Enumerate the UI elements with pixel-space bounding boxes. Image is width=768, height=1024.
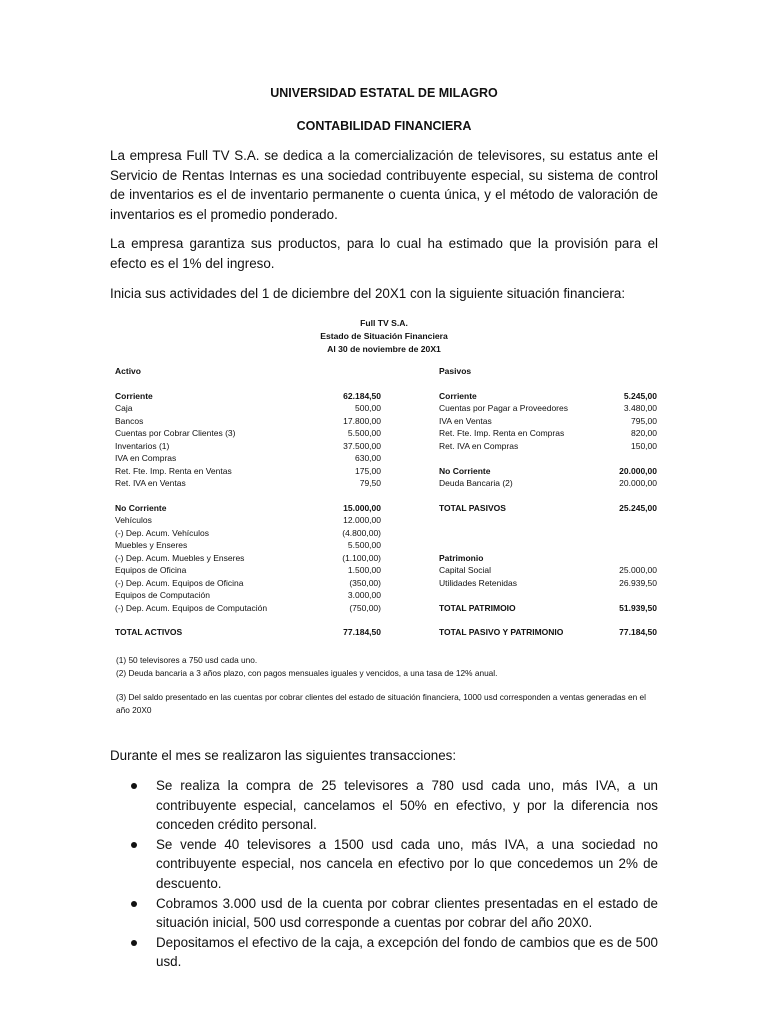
warranty-paragraph: La empresa garantiza sus productos, para lo cual ha estimado que la provisión para el efecto es el 1% del ingreso. [110, 236, 658, 271]
transaction-item [110, 776, 658, 835]
transaction-item [110, 933, 658, 972]
transaction-text: Se vende 40 televisores a 1500 usd cada uno, más IVA, a una sociedad no contribuyente especial, nos cancela en efectivo por lo que concedemos un 2% de descuento. [156, 836, 658, 891]
statement-left-label: Caja [115, 403, 133, 414]
statement-left-amount: 37.500,00 [343, 440, 381, 451]
bullet-icon [131, 940, 137, 946]
transaction-text: Depositamos el efectivo de la caja, a excepción del fondo de cambios que es de 500 usd. [156, 934, 658, 970]
statement-right-amount: 20.000,00 [619, 465, 657, 476]
statement-right-amount: 3.480,00 [623, 403, 657, 414]
statement-left-label: Ret. Fte. Imp. Renta en Ventas [115, 465, 232, 476]
transactions-intro: Durante el mes se realizaron las siguientes transacciones: [110, 748, 457, 763]
transaction-text: Se realiza la compra de 25 televisores a 780 usd cada uno, más IVA, a un contribuyente especial, cancelamos el 50% en efectivo, y por la diferencia nos conceden crédito personal. [156, 778, 658, 833]
statement-right-label: Patrimonio [439, 552, 484, 563]
statement-left-amount: 630,00 [355, 453, 381, 464]
statement-right-label: Corriente [439, 390, 477, 401]
university-title: UNIVERSIDAD ESTATAL DE MILAGRO [270, 86, 498, 100]
statement-right-label: No Corriente [439, 465, 491, 476]
statement-left-amount: 62.184,50 [343, 390, 381, 401]
statement-left-label: Inventarios (1) [115, 440, 170, 451]
statement-left-label: TOTAL ACTIVOS [115, 627, 183, 638]
statement-right-amount: 51.939,50 [619, 602, 657, 613]
statement-right-amount: 20.000,00 [619, 478, 657, 489]
statement-left-label: Equipos de Computación [115, 590, 210, 601]
statement-right-amount: 5.245,00 [623, 390, 657, 401]
statement-left-amount: (4.800,00) [342, 527, 381, 538]
statement-left-label: Muebles y Enseres [115, 540, 188, 551]
statement-right-amount: 26.939,50 [619, 577, 657, 588]
statement-left-label: (-) Dep. Acum. Vehículos [115, 527, 210, 538]
statement-left-amount: 1.500,00 [347, 565, 381, 576]
statement-left-amount: 5.500,00 [347, 540, 381, 551]
statement-left-label: Vehículos [115, 515, 152, 526]
statement-left-amount: 79,50 [359, 478, 381, 489]
transaction-text: Cobramos 3.000 usd de la cuenta por cobrar clientes presentadas en el estado de situación inicial, 500 usd corresponde a cuentas por cobrar del año 20X0. [156, 895, 658, 931]
statement-left-label: Activo [115, 366, 141, 376]
statement-left-amount: 12.000,00 [343, 515, 381, 526]
statement-left-amount: 17.800,00 [343, 415, 381, 426]
footnote-2: (2) Deuda bancaria a 3 años plazo, con pagos mensuales iguales y vencidos, a una tasa de 12% anual. [116, 668, 498, 678]
statement-left-label: (-) Dep. Acum. Muebles y Enseres [115, 552, 245, 563]
statement-right-label: Cuentas por Pagar a Proveedores [439, 403, 568, 414]
course-title: CONTABILIDAD FINANCIERA [296, 119, 472, 133]
transactions-list [110, 776, 658, 972]
statement-right-amount: 77.184,50 [619, 627, 657, 638]
statement-left-amount: 175,00 [355, 465, 381, 476]
statement-right-label: Utilidades Retenidas [439, 577, 517, 588]
transaction-item [110, 835, 658, 894]
statement-date: Al 30 de noviembre de 20X1 [327, 344, 441, 354]
statement-left-label: No Corriente [115, 502, 167, 513]
statement-left-label: Ret. IVA en Ventas [115, 478, 186, 489]
statement-right-amount: 150,00 [631, 440, 657, 451]
bullet-icon [131, 783, 137, 789]
statement-left-label: (-) Dep. Acum. Equipos de Oficina [115, 577, 244, 588]
footnote-3: (3) Del saldo presentado en las cuentas por cobrar clientes del estado de situación financiera, 1000 usd corresponden a ventas generadas en el año 20X0 [116, 692, 646, 715]
footnote-1: (1) 50 televisores a 750 usd cada uno. [116, 655, 258, 665]
statement-left-label: IVA en Compras [115, 453, 177, 464]
statement-left-amount: 3.000,00 [347, 590, 381, 601]
statement-right-label: Deuda Bancaria (2) [439, 478, 513, 489]
statement-company: Full TV S.A. [360, 318, 408, 328]
statement-right-label: IVA en Ventas [439, 415, 492, 426]
statement-right-amount: 820,00 [631, 428, 657, 439]
statement-right-label: TOTAL PATRIMOIO [439, 602, 516, 613]
statement-title: Estado de Situación Financiera [320, 331, 448, 341]
statement-right-amount: 795,00 [631, 415, 657, 426]
statement-right-label: TOTAL PASIVO Y PATRIMONIO [439, 627, 564, 638]
statement-left-label: Corriente [115, 390, 153, 401]
statement-right-amount: 25.000,00 [619, 565, 657, 576]
statement-right-label: TOTAL PASIVOS [439, 502, 506, 513]
statement-left-amount: 77.184,50 [343, 627, 381, 638]
statement-left-amount: 5.500,00 [347, 428, 381, 439]
bullet-icon [131, 901, 137, 907]
statement-right-label: Capital Social [439, 565, 491, 576]
statement-right-label: Ret. Fte. Imp. Renta en Compras [439, 428, 565, 439]
statement-left-amount: (350,00) [349, 577, 381, 588]
statement-left-label: Equipos de Oficina [115, 565, 187, 576]
statement-right-label: Ret. IVA en Compras [439, 440, 519, 451]
transaction-item [110, 894, 658, 933]
start-paragraph: Inicia sus actividades del 1 de diciembre del 20X1 con la siguiente situación financiera: [110, 286, 626, 301]
bullet-icon [131, 842, 137, 848]
statement-right-label: Pasivos [439, 366, 472, 376]
statement-left-label: Bancos [115, 415, 144, 426]
statement-left-amount: (750,00) [349, 602, 381, 613]
statement-right-amount: 25.245,00 [619, 502, 657, 513]
statement-left-label: (-) Dep. Acum. Equipos de Computación [115, 602, 268, 613]
statement-left-amount: 500,00 [355, 403, 381, 414]
intro-paragraph: La empresa Full TV S.A. se dedica a la comercialización de televisores, su estatus ante el Servicio de Rentas Internas es una sociedad contribuyente especial, su sistema de control de inventarios es el de inventario permanente o cuenta única, y el método de valoración de inventarios es el promedio ponderado. [110, 148, 658, 222]
statement-left-label: Cuentas por Cobrar Clientes (3) [115, 428, 236, 439]
statement-left-amount: (1.100,00) [342, 552, 381, 563]
statement-left-amount: 15.000,00 [343, 502, 381, 513]
